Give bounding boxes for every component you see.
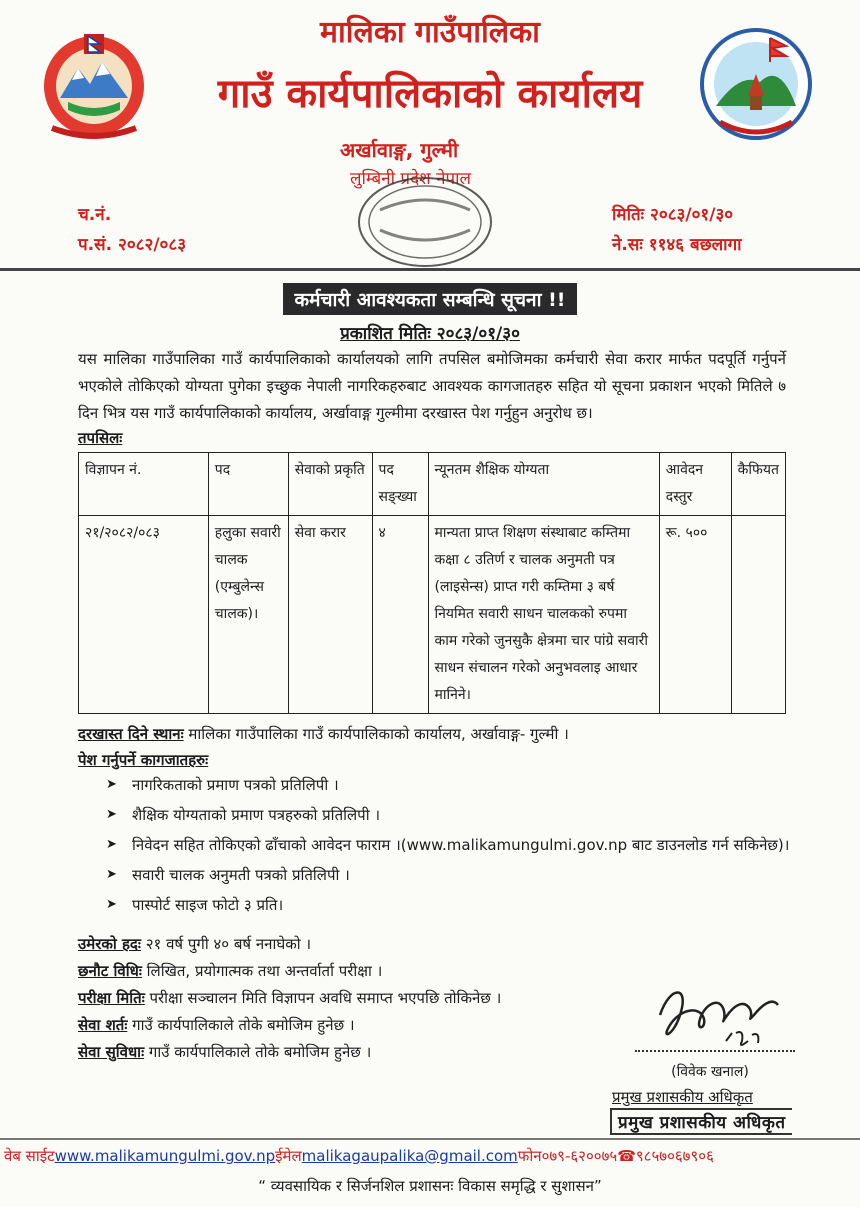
list-item: ➤ सवारी चालक अनुमती पत्रको प्रतिलिपी ।: [102, 860, 792, 890]
header-fee: आवेदन दस्तुर: [659, 453, 731, 516]
service-terms: [78, 1015, 355, 1035]
nepal-sambat: ने.सः ११४६ बछलागा: [612, 235, 742, 255]
arrow-bullet-icon: ➤: [106, 807, 117, 822]
municipality-name: मालिका गाउँपालिका: [320, 15, 540, 50]
service-terms-value: गाउँ कार्यपालिकाले तोके बमोजिम हुनेछ ।: [132, 1016, 355, 1034]
website-link[interactable]: www.malikamungulmi.gov.np: [54, 1147, 276, 1165]
exam-date-value: परीक्षा सञ्चालन मिति विज्ञापन अवधि समाप्त भएपछि तोकिनेछ ।: [149, 989, 502, 1007]
header-nature: सेवाको प्रकृति: [288, 453, 372, 516]
date-block: [612, 200, 742, 260]
age-limit-value: २१ वर्ष पुगी ४० बर्ष ननाघेको ।: [145, 935, 312, 953]
header-qualification: न्यूनतम शैक्षिक योग्यता: [428, 453, 659, 516]
notice-title: कर्मचारी आवश्यकता सम्बन्धि सूचना !!: [283, 283, 578, 315]
signatory-title: प्रमुख प्रशासकीय अधिकृत: [612, 1088, 753, 1106]
signatory-name: (विवेक खनाल): [671, 1064, 749, 1080]
footer-divider: [0, 1138, 860, 1140]
phone-label: फोन: [517, 1147, 542, 1165]
address-line: अर्खावाङ्ग, गुल्मी: [340, 138, 459, 162]
vacancy-table: [78, 452, 786, 714]
published-date: प्रकाशित मितिः २०८३/०१/३०: [340, 324, 520, 344]
cell-nature: सेवा करार: [288, 516, 372, 714]
website-label: वेब साईट: [4, 1147, 55, 1165]
apply-place-label: दरखास्त दिने स्थानः: [78, 725, 184, 743]
header-post: पद: [208, 453, 288, 516]
service-facility-label: सेवा सुविधाः: [78, 1043, 145, 1061]
service-facility-value: गाउँ कार्यपालिकाले तोके बमोजिम हुनेछ ।: [148, 1043, 372, 1061]
footer-contact: [4, 1146, 714, 1166]
arrow-bullet-icon: ➤: [106, 777, 117, 792]
cell-remarks: [731, 516, 785, 714]
selection-method: [78, 961, 382, 981]
designation-stamp: प्रमुख प्रशासकीय अधिकृत: [610, 1108, 792, 1135]
age-limit-label: उमेरको हदः: [78, 935, 141, 953]
exam-date-label: परीक्षा मितिः: [78, 989, 145, 1007]
apply-place-value: मालिका गाउँपालिका गाउँ कार्यपालिकाको कार्यालय, अर्खावाङ्ग- गुल्मी ।: [188, 725, 569, 743]
selection-method-value: लिखित, प्रयोगात्मक तथा अन्तर्वार्ता परीक्षा ।: [146, 962, 383, 980]
cell-qualification: मान्यता प्राप्त शिक्षण संस्थाबाट कम्तिमा कक्षा ८ उतिर्ण र चालक अनुमती पत्र (लाइसेन्स) प्राप्त गरी कम्तिमा ३ बर्ष नियमित सवारी साधन चालकको रुपमा काम गरेको जुनसुकै क्षेत्रमा चार पांग्रे सवारी साधन संचालन गरेको अनुभवलाइ आधार मानिने।: [428, 516, 659, 714]
list-item: ➤ नागरिकताको प्रमाण पत्रको प्रतिलिपी ।: [102, 770, 792, 800]
header-count: पद सङ्ख्या: [372, 453, 428, 516]
exam-date: [78, 988, 501, 1008]
list-item: ➤ शैक्षिक योग्यताको प्रमाण पत्रहरुको प्रतिलिपी ।: [102, 800, 792, 830]
arrow-bullet-icon: ➤: [106, 837, 117, 852]
phone-number: ०७९-६२००७५: [541, 1147, 618, 1165]
service-terms-label: सेवा शर्तः: [78, 1016, 128, 1034]
email-link[interactable]: malikagaupalika@gmail.com: [301, 1147, 518, 1165]
list-item: ➤ पास्पोर्ट साइज फोटो ३ प्रति।: [102, 890, 792, 920]
age-limit: [78, 934, 311, 954]
cell-count: ४: [372, 516, 428, 714]
apply-place: [78, 724, 569, 744]
country-line: लुम्बिनी प्रदेश नेपाल: [350, 169, 472, 189]
service-facility: [78, 1042, 371, 1062]
cell-fee: रू. ५००: [659, 516, 731, 714]
documents-label: पेश गर्नुपर्ने कागजातहरुः: [78, 751, 209, 769]
notice-title-wrap: [0, 283, 860, 315]
header-remarks: कैफियत: [731, 453, 785, 516]
cell-post: हलुका सवारी चालक (एम्बुलेन्स चालक)।: [208, 516, 288, 714]
office-seal-stamp: [350, 170, 500, 270]
mobile-number: ९८५७०६७९०६: [635, 1147, 714, 1165]
pa-sa: प.सं. २०८२/०८३: [78, 235, 187, 255]
header-ad-no: विज्ञापन नं.: [79, 453, 209, 516]
list-item: ➤ निवेदन सहित तोकिएको ढाँचाको आवेदन फाराम ।(www.malikamungulmi.gov.np बाट डाउनलोड गर्न सकिनेछ)।: [102, 830, 792, 860]
arrow-bullet-icon: ➤: [106, 867, 117, 882]
email-label: ईमेल: [275, 1147, 302, 1165]
office-name: गाउँ कार्यपालिकाको कार्यालय: [217, 71, 643, 117]
arrow-bullet-icon: ➤: [106, 897, 117, 912]
signature-line: [635, 1050, 795, 1052]
header-divider: [0, 268, 860, 271]
slogan: “ व्यवसायिक र सिर्जनशिल प्रशासनः विकास समृद्धि र सुशासन”: [258, 1177, 602, 1195]
table-row: [79, 516, 786, 714]
details-label: तपसिलः: [78, 429, 123, 447]
cell-ad-no: २१/२०८२/०८३: [79, 516, 209, 714]
cha-no: च.नं.: [78, 205, 112, 225]
notice-intro: यस मालिका गाउँपालिका गाउँ कार्यपालिकाको कार्यालयको लागि तपसिल बमोजिमका कर्मचारी सेवा करार मार्फत पदपूर्ति गर्नुपर्ने भएकोले तोकिएको योग्यता पुगेका इच्छुक नेपाली नागरिकहरुबाट आवश्यक कागजातहरु सहित यो सूचना प्रकाशन भएको मितिले ७ दिन भित्र यस गाउँ कार्यपालिकाको कार्यालय, अर्खावाङ्ग गुल्मीमा दरखास्त पेश गर्नुहुन अनुरोध छ।: [78, 350, 786, 422]
reference-block: [78, 200, 186, 260]
letter-date: मितिः २०८३/०१/३०: [612, 205, 734, 225]
table-header-row: [79, 453, 786, 516]
selection-method-label: छनौट विधिः: [78, 962, 142, 980]
phone-icon: ☎: [617, 1147, 636, 1165]
documents-list: [102, 770, 792, 920]
